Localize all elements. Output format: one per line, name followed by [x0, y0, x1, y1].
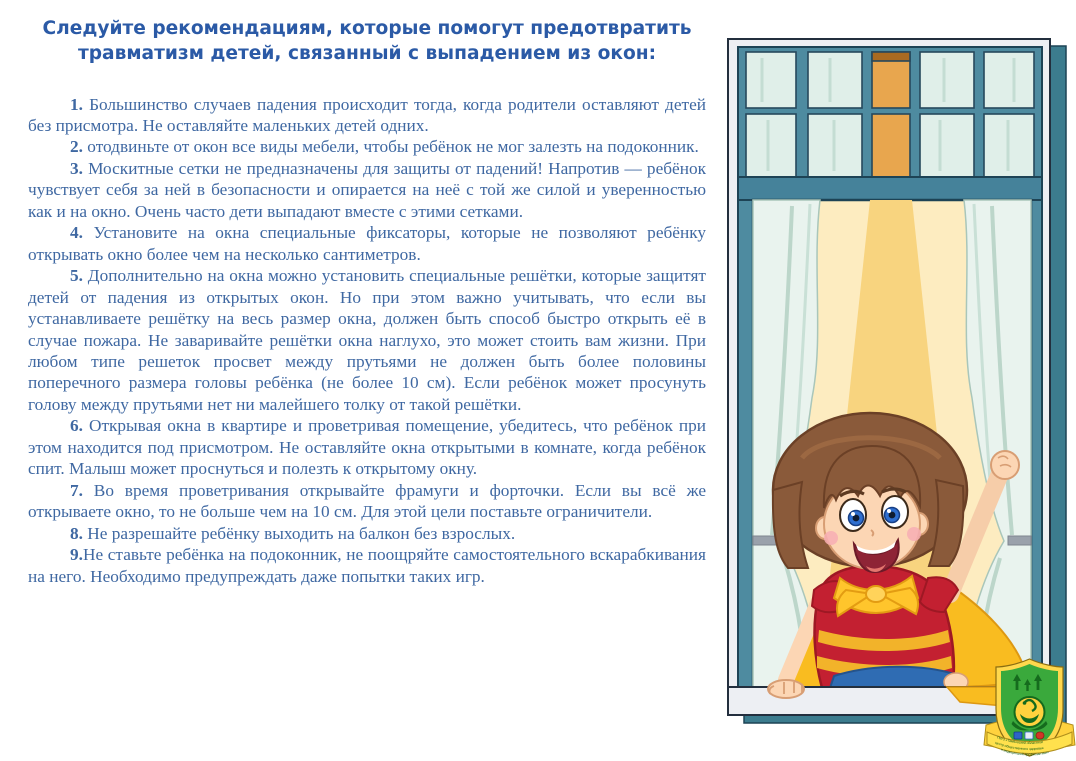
- item-text: Установите на окна специальные фиксаторы, которые не позволяют ребёнку открывать окно более чем на несколько сантиметров.: [28, 223, 706, 264]
- window-illustration: [722, 38, 1076, 738]
- page-title-line1: Следуйте рекомендациям, которые помогут предотвратить: [42, 18, 692, 39]
- item-number: 7.: [70, 480, 83, 500]
- item-text: Москитные сетки не предназначены для защиты от падений! Напротив — ребёнок чувствует себя за ней в безопасности и опирается на неё с той же силой и уверенностью как и на окно. Очень часто дети выпадают вместе с этими сетками.: [28, 158, 706, 221]
- item-text: Открывая окна в квартире и проветривая помещение, убедитесь, что ребёнок при этом находится под присмотром. Не оставляйте окна открытыми в комнате, когда ребёнок спит. Малыш может проснуться и полезть к открытому окну.: [28, 416, 706, 479]
- curtain-tieback-left: [753, 536, 776, 545]
- list-item: [28, 222, 706, 265]
- list-item: [28, 544, 706, 587]
- item-number: 9.: [70, 545, 83, 565]
- page-title: [28, 16, 706, 67]
- item-text: Большинство случаев падения происходит тогда, когда родители оставляют детей без присмотра. Не оставляйте маленьких детей одних.: [28, 94, 706, 136]
- list-item: [28, 480, 706, 523]
- list-item: [28, 158, 706, 222]
- partner-logos: [1014, 732, 1044, 739]
- list-item: [28, 265, 706, 415]
- item-number: 8.: [70, 523, 83, 543]
- item-number: 4.: [70, 223, 83, 243]
- recommendations-text: [28, 16, 706, 587]
- transom-panes: [746, 52, 1034, 177]
- curtain-tieback-right: [1008, 536, 1031, 545]
- item-number: 6.: [70, 416, 83, 436]
- item-text: Не ставьте ребёнка на подоконник, не поощряйте самостоятельного вскарабкивания на него. Необходимо предупреждать даже попытки таких игр.: [28, 545, 706, 586]
- item-number: 3.: [70, 158, 83, 178]
- blush-right: [907, 527, 921, 541]
- hand-on-sill: [768, 680, 804, 698]
- item-number: 2.: [70, 137, 83, 157]
- svg-text:центр общественного здоровья: центр общественного здоровья: [994, 740, 1044, 752]
- item-text: Дополнительно на окна можно установить специальные решётки, которые защитят детей от падения из открытых окон. Но при этом важно учитывать, что если вы устанавливаете решётку на весь размер окна, должен быть способ быстро открыть её в случае пожара. Не заваривайте решётки окна наглухо, это может стоить вам жизни. При любом типе решеток просвет между прутьями не должен быть более половины поперечного размера головы ребёнка (не более 10 см). Если ребёнок может просунуть голову между прутьями нет ни малейшего толку от такой решётки.: [28, 266, 706, 414]
- item-text: отодвиньте от окон все виды мебели, чтобы ребёнок не мог залезть на подоконник.: [82, 137, 699, 157]
- svg-text:и медицинской профилактики»: и медицинской профилактики»: [1000, 747, 1050, 757]
- item-number: 1.: [70, 94, 83, 114]
- page-title-line2: травматизм детей, связанный с выпадением из окон:: [77, 43, 657, 65]
- organization-emblem: [983, 657, 1076, 761]
- list-item: [28, 94, 706, 137]
- scarf-knot: [866, 586, 886, 602]
- item-text: Не разрешайте ребёнку выходить на балкон без взрослых.: [82, 523, 516, 543]
- item-text: Во время проветривания открывайте фрамуги и форточки. Если вы всё же открываете окно, то не больше чем на 10 см. Для этой цели поставьте ограничители.: [28, 480, 706, 522]
- list-item: [28, 523, 706, 544]
- ribbon-text: ГБУЗ «Тамбовский областной: [996, 735, 1044, 746]
- blush-left: [824, 531, 838, 545]
- list-item: [28, 136, 706, 157]
- list-item: [28, 415, 706, 479]
- window-crossbar: [738, 177, 1042, 200]
- item-number: 5.: [70, 266, 83, 286]
